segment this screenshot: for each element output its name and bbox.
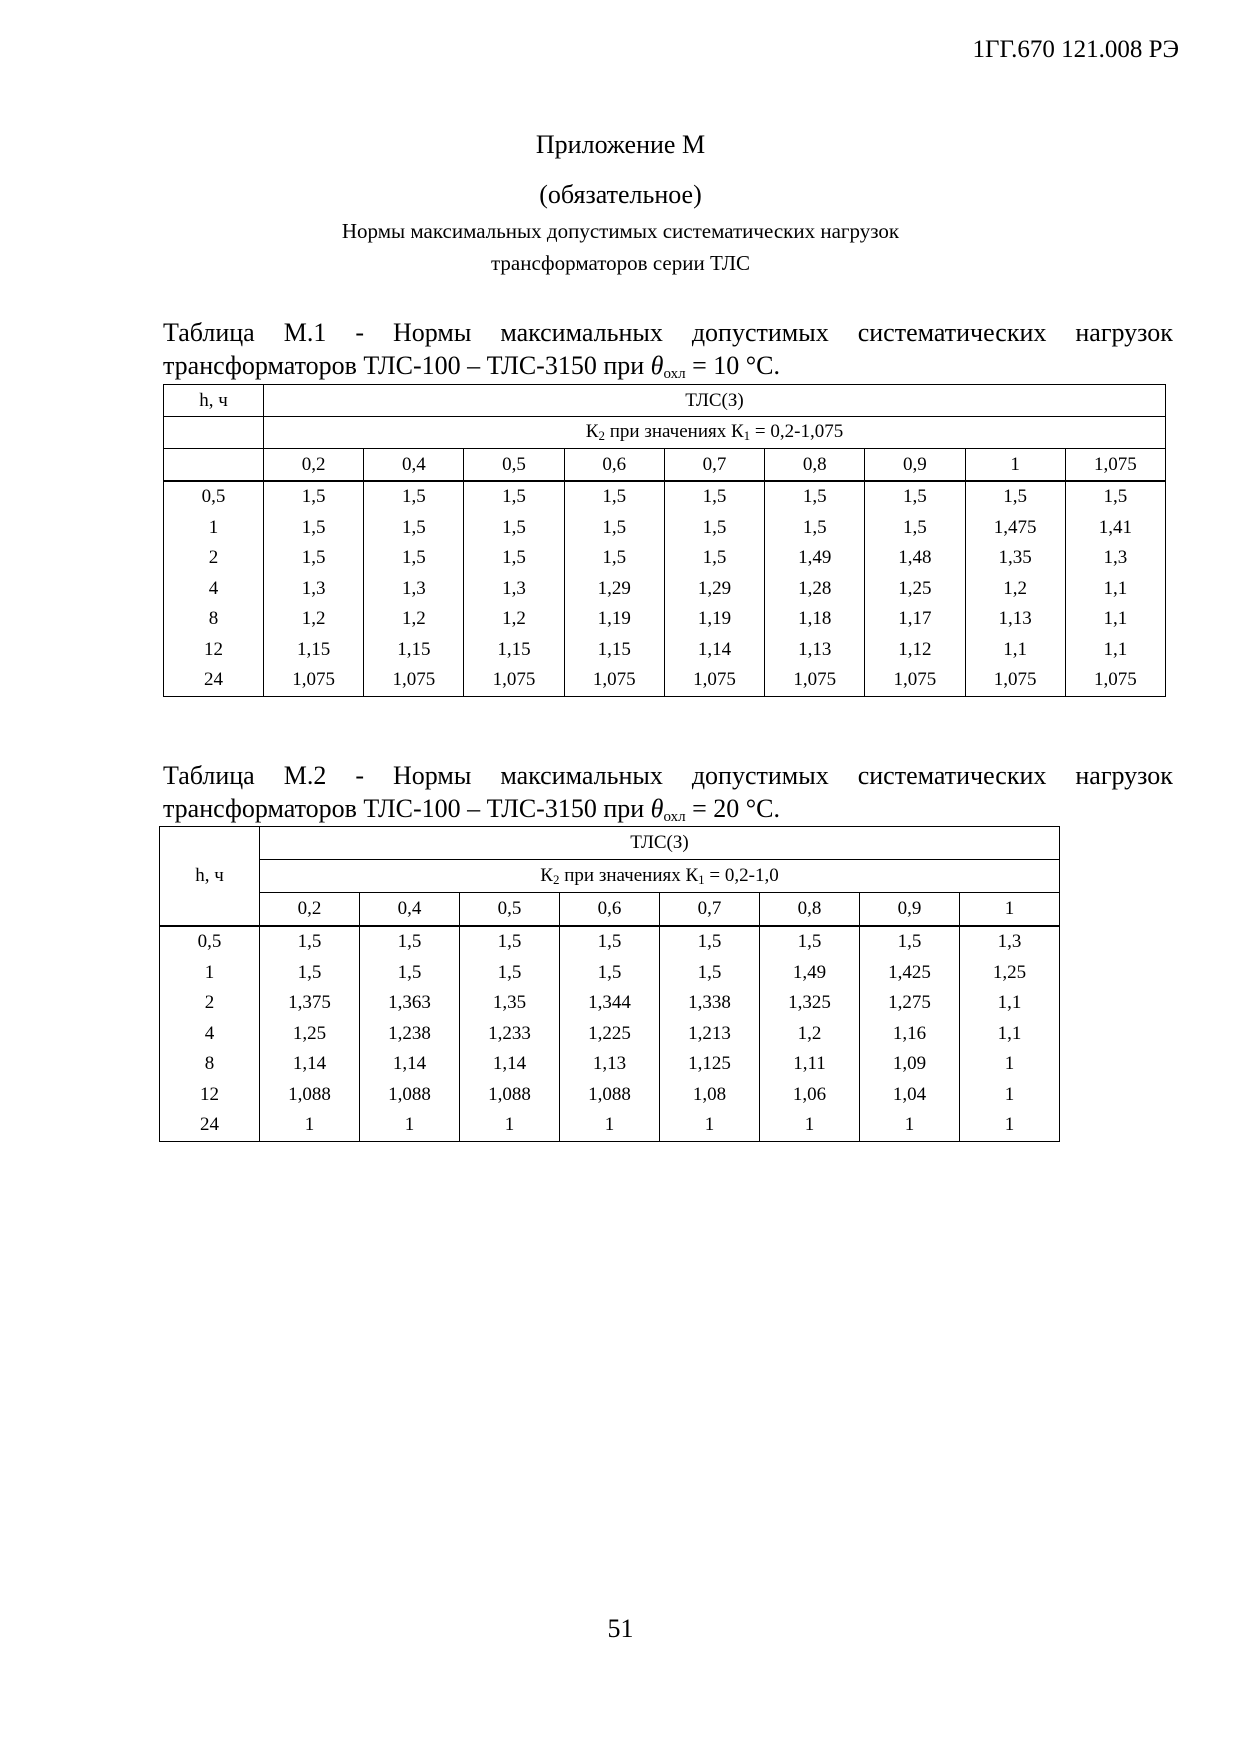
k2-value-cell: 1,1: [1065, 574, 1165, 605]
k2-value-cell: 1,5: [564, 513, 664, 544]
k2-value-cell: 1,075: [1065, 665, 1165, 696]
k2-value-cell: 1,29: [664, 574, 764, 605]
k2-value-cell: 1,075: [765, 665, 865, 696]
k2-value-cell: 1: [760, 1110, 860, 1141]
k2-value-cell: 1,075: [965, 665, 1065, 696]
table-row: [164, 665, 1166, 696]
h-value-cell: 4: [164, 574, 264, 605]
k2-value-cell: 1,5: [760, 926, 860, 958]
caption-word: нагрузок: [1075, 318, 1173, 347]
caption-word: -: [355, 761, 364, 790]
k2-value-cell: 1,5: [464, 543, 564, 574]
k2-value-cell: 1,41: [1065, 513, 1165, 544]
h-value-cell: 2: [164, 543, 264, 574]
k2-value-cell: 1,5: [364, 543, 464, 574]
k2-value-cell: 1,5: [264, 481, 364, 513]
caption-word: допустимых: [691, 318, 829, 347]
k2-value-cell: 1,5: [464, 481, 564, 513]
k2-value-cell: 1,213: [660, 1019, 760, 1050]
caption-word: допустимых: [691, 761, 829, 790]
k2-value-cell: 1,5: [1065, 481, 1165, 513]
k2-value-cell: 1: [260, 1110, 360, 1141]
k1-value-header: 0,6: [564, 449, 664, 482]
caption-word: нагрузок: [1075, 761, 1173, 790]
table-row: [164, 481, 1166, 513]
caption-word: Таблица: [163, 318, 255, 347]
k2-value-cell: 1,14: [260, 1049, 360, 1080]
k1-subscript: 1: [743, 428, 751, 443]
h-value-cell: 12: [160, 1080, 260, 1111]
k1-value-header: 0,5: [460, 893, 560, 927]
k2-value-cell: 1,238: [360, 1019, 460, 1050]
k1-value-header: 0,6: [560, 893, 660, 927]
k2-value-cell: 1: [860, 1110, 960, 1141]
k2-value-cell: 1,5: [560, 958, 660, 989]
k2-value-cell: 1,5: [460, 958, 560, 989]
k2-value-cell: 1,5: [260, 958, 360, 989]
k2-value-cell: 1,375: [260, 988, 360, 1019]
table-row: [160, 926, 1060, 958]
k1-value-header: 1,075: [1065, 449, 1165, 482]
k2-value-cell: 1,088: [560, 1080, 660, 1111]
caption-word: М.2: [283, 761, 327, 790]
k2-value-cell: 1,5: [660, 958, 760, 989]
k2-value-cell: 1,075: [264, 665, 364, 696]
k2-value-cell: 1,5: [364, 513, 464, 544]
theta-subscript: охл: [663, 809, 686, 825]
k2-value-cell: 1,5: [560, 926, 660, 958]
table-row: [160, 1110, 1060, 1141]
k2-value-cell: 1,5: [360, 926, 460, 958]
k2-value-cell: 1,5: [664, 513, 764, 544]
appendix-subtitle-line1: Нормы максимальных допустимых систематических нагрузок: [341, 219, 900, 243]
k2-value-cell: 1,04: [860, 1080, 960, 1111]
k1-subscript: 1: [698, 871, 705, 887]
caption-word: -: [355, 318, 364, 347]
k2-value-cell: 1,075: [664, 665, 764, 696]
k2-value-cell: 1,08: [660, 1080, 760, 1111]
k2-value-cell: 1: [960, 1049, 1060, 1080]
k2-value-cell: 1,3: [960, 926, 1060, 958]
h-value-cell: 1: [160, 958, 260, 989]
k2-value-cell: 1,5: [464, 513, 564, 544]
theta-symbol: θ: [650, 351, 664, 380]
table-row: [164, 604, 1166, 635]
k2-value-cell: 1,5: [965, 481, 1065, 513]
k2-value-cell: 1,075: [865, 665, 965, 696]
table-m1-caption: [163, 316, 1173, 391]
k2-value-cell: 1,48: [865, 543, 965, 574]
k2-value-cell: 1,09: [860, 1049, 960, 1080]
k2-value-cell: 1,5: [264, 513, 364, 544]
k2-value-cell: 1: [960, 1110, 1060, 1141]
h-value-cell: 1: [164, 513, 264, 544]
k2-value-cell: 1,233: [460, 1019, 560, 1050]
appendix-subtitle-line2: трансформаторов серии ТЛС: [490, 251, 750, 275]
k2-value-cell: 1,275: [860, 988, 960, 1019]
k2-value-cell: 1,18: [765, 604, 865, 635]
k2-value-cell: 1,11: [760, 1049, 860, 1080]
k2-value-cell: 1: [460, 1110, 560, 1141]
k2-value-cell: 1,17: [865, 604, 965, 635]
k2-value-cell: 1,25: [260, 1019, 360, 1050]
k2-value-cell: 1,344: [560, 988, 660, 1019]
k2-value-cell: 1,25: [865, 574, 965, 605]
table-m2-caption-line1: [163, 759, 1173, 792]
k2-value-cell: 1,5: [264, 543, 364, 574]
k2-value-cell: 1,5: [765, 513, 865, 544]
k2-value-cell: 1,5: [865, 481, 965, 513]
appendix-title: Приложение М: [535, 130, 706, 159]
k2-value-cell: 1,088: [460, 1080, 560, 1111]
h-value-cell: 8: [160, 1049, 260, 1080]
k2-value-cell: 1,2: [965, 574, 1065, 605]
k1-value-header: 0,4: [360, 893, 460, 927]
caption-word: Нормы: [393, 761, 472, 790]
caption-prefix: трансформаторов ТЛС-100 – ТЛС-3150 при: [163, 794, 651, 823]
k-label-range: = 0,2-1,075: [750, 421, 844, 442]
k2-value-cell: 1: [560, 1110, 660, 1141]
table-row: [160, 1080, 1060, 1111]
k2-symbol: К: [585, 421, 599, 442]
k1-value-header: 0,7: [660, 893, 760, 927]
k2-value-cell: 1,425: [860, 958, 960, 989]
table-row: [164, 574, 1166, 605]
h-column-header: h, ч: [164, 385, 264, 417]
k2-value-cell: 1: [660, 1110, 760, 1141]
caption-word: максимальных: [500, 761, 663, 790]
document-code: 1ГГ.670 121.008 РЭ: [972, 36, 1179, 63]
k2-value-cell: 1,19: [564, 604, 664, 635]
k2-value-cell: 1,14: [360, 1049, 460, 1080]
group-header: ТЛС(З): [260, 827, 1060, 860]
k2-value-cell: 1,2: [364, 604, 464, 635]
k2-value-cell: 1,35: [965, 543, 1065, 574]
h-value-cell: 4: [160, 1019, 260, 1050]
k2-value-cell: 1,325: [760, 988, 860, 1019]
k2-value-cell: 1,13: [965, 604, 1065, 635]
k2-value-cell: 1,5: [860, 926, 960, 958]
k2-value-cell: 1,075: [464, 665, 564, 696]
h-value-cell: 8: [164, 604, 264, 635]
k2-value-cell: 1,125: [660, 1049, 760, 1080]
k2-value-cell: 1,475: [965, 513, 1065, 544]
table-row: [160, 1049, 1060, 1080]
k2-value-cell: 1: [360, 1110, 460, 1141]
k2-value-cell: 1,5: [664, 543, 764, 574]
k2-value-cell: 1,19: [664, 604, 764, 635]
caption-suffix: = 10 °С.: [685, 351, 780, 380]
k1-value-header: 1: [965, 449, 1065, 482]
k1-value-header: 0,9: [865, 449, 965, 482]
k2-subscript: 2: [552, 871, 560, 887]
k2-value-cell: 1,49: [760, 958, 860, 989]
caption-suffix: = 20 °С.: [685, 794, 780, 823]
k2-value-cell: 1,363: [360, 988, 460, 1019]
k2-value-cell: 1,075: [564, 665, 664, 696]
k2-value-cell: 1,5: [564, 543, 664, 574]
k2-value-cell: 1,3: [464, 574, 564, 605]
k2-value-cell: 1,1: [965, 635, 1065, 666]
h-value-cell: 24: [160, 1110, 260, 1141]
k2-value-cell: 1,5: [765, 481, 865, 513]
k1-value-header: 1: [960, 893, 1060, 927]
k-label-mid: при значениях К: [604, 421, 744, 442]
empty-cell: [164, 417, 264, 449]
k2-value-cell: 1,2: [760, 1019, 860, 1050]
k1-value-header: 0,8: [765, 449, 865, 482]
k2-value-cell: 1,14: [664, 635, 764, 666]
k2-symbol: К: [540, 864, 553, 886]
table-row: [164, 543, 1166, 574]
caption-word: максимальных: [500, 318, 663, 347]
group-header: ТЛС(З): [264, 385, 1166, 417]
k-header: [260, 860, 1060, 893]
table-m2-caption: [163, 759, 1173, 834]
h-column-header: h, ч: [160, 827, 260, 927]
k2-value-cell: 1,15: [464, 635, 564, 666]
table-m1: [163, 384, 1166, 697]
k1-value-header: 0,2: [260, 893, 360, 927]
k2-value-cell: 1,5: [364, 481, 464, 513]
k2-value-cell: 1,28: [765, 574, 865, 605]
k2-value-cell: 1,1: [1065, 635, 1165, 666]
caption-word: Нормы: [393, 318, 472, 347]
k2-value-cell: 1,5: [664, 481, 764, 513]
k2-value-cell: 1,3: [364, 574, 464, 605]
k1-value-header: 0,8: [760, 893, 860, 927]
k2-value-cell: 1,5: [865, 513, 965, 544]
k2-value-cell: 1,5: [660, 926, 760, 958]
h-value-cell: 24: [164, 665, 264, 696]
k1-value-header: 0,5: [464, 449, 564, 482]
theta-symbol: θ: [650, 794, 664, 823]
h-value-cell: 12: [164, 635, 264, 666]
k2-value-cell: 1,5: [260, 926, 360, 958]
k2-value-cell: 1,15: [364, 635, 464, 666]
caption-prefix: трансформаторов ТЛС-100 – ТЛС-3150 при: [163, 351, 651, 380]
k2-value-cell: 1,16: [860, 1019, 960, 1050]
k2-value-cell: 1,12: [865, 635, 965, 666]
k2-value-cell: 1,1: [960, 1019, 1060, 1050]
theta-subscript: охл: [663, 366, 686, 382]
k2-value-cell: 1,338: [660, 988, 760, 1019]
caption-word: систематических: [857, 761, 1047, 790]
k2-value-cell: 1,225: [560, 1019, 660, 1050]
k2-subscript: 2: [598, 428, 605, 443]
k2-value-cell: 1,5: [564, 481, 664, 513]
k2-value-cell: 1,1: [1065, 604, 1165, 635]
k2-value-cell: 1,088: [260, 1080, 360, 1111]
k2-value-cell: 1,14: [460, 1049, 560, 1080]
k2-value-cell: 1,5: [460, 926, 560, 958]
empty-cell: [164, 449, 264, 482]
k1-value-header: 0,7: [664, 449, 764, 482]
table-m2: [159, 826, 1060, 1142]
appendix-status: (обязательное): [539, 180, 702, 209]
page-number: 51: [607, 1614, 634, 1643]
h-value-cell: 0,5: [160, 926, 260, 958]
k2-value-cell: 1,29: [564, 574, 664, 605]
table-row: [160, 988, 1060, 1019]
caption-word: Таблица: [163, 761, 255, 790]
k-label-mid: при значениях К: [559, 864, 699, 886]
table-m1-caption-line1: [163, 316, 1173, 349]
caption-word: систематических: [857, 318, 1047, 347]
k2-value-cell: 1,075: [364, 665, 464, 696]
k2-value-cell: 1,15: [264, 635, 364, 666]
k2-value-cell: 1,2: [264, 604, 364, 635]
k2-value-cell: 1,3: [264, 574, 364, 605]
k2-value-cell: 1,49: [765, 543, 865, 574]
k-label-range: = 0,2-1,0: [704, 864, 779, 886]
k2-value-cell: 1,15: [564, 635, 664, 666]
h-value-cell: 0,5: [164, 481, 264, 513]
k2-value-cell: 1,35: [460, 988, 560, 1019]
table-row: [160, 1019, 1060, 1050]
k2-value-cell: 1: [960, 1080, 1060, 1111]
k1-value-header: 0,9: [860, 893, 960, 927]
k2-value-cell: 1,13: [765, 635, 865, 666]
table-row: [164, 513, 1166, 544]
h-value-cell: 2: [160, 988, 260, 1019]
k2-value-cell: 1,3: [1065, 543, 1165, 574]
table-row: [164, 635, 1166, 666]
k2-value-cell: 1,2: [464, 604, 564, 635]
k2-value-cell: 1,13: [560, 1049, 660, 1080]
table-row: [160, 958, 1060, 989]
k1-value-header: 0,4: [364, 449, 464, 482]
k2-value-cell: 1,06: [760, 1080, 860, 1111]
k2-value-cell: 1,1: [960, 988, 1060, 1019]
k1-value-header: 0,2: [264, 449, 364, 482]
k2-value-cell: 1,5: [360, 958, 460, 989]
k2-value-cell: 1,25: [960, 958, 1060, 989]
k-header: [264, 417, 1166, 449]
caption-word: М.1: [283, 318, 327, 347]
k2-value-cell: 1,088: [360, 1080, 460, 1111]
